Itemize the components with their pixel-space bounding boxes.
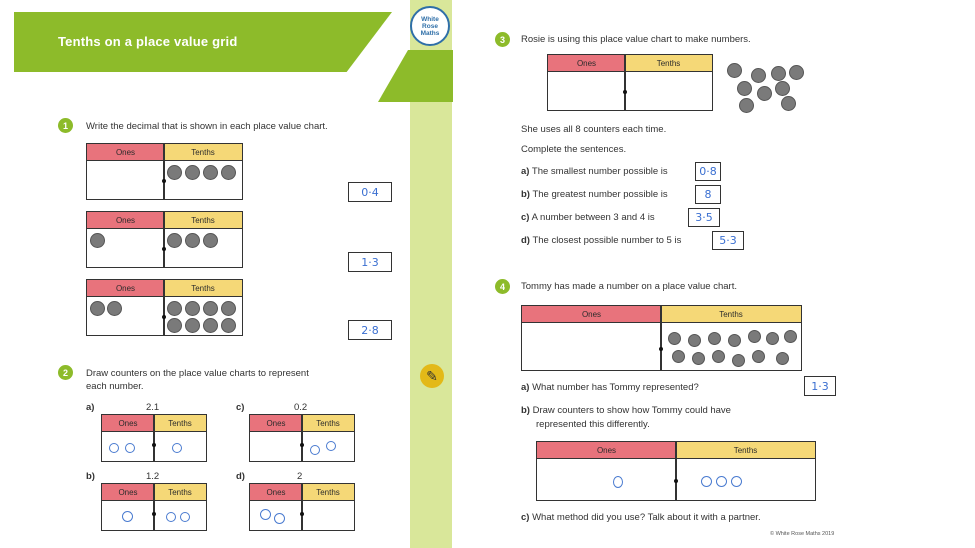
counter — [185, 233, 200, 248]
question-4-badge: 4 — [495, 279, 510, 294]
question-4-prompt: Tommy has made a number on a place value chart. — [521, 281, 737, 292]
column-divider — [301, 415, 303, 461]
counter — [167, 301, 182, 316]
pencil-icon: ✎ — [420, 364, 444, 388]
copyright: © White Rose Maths 2019 — [770, 531, 835, 537]
counter — [789, 65, 804, 80]
tenths-header: Tenths — [164, 212, 242, 229]
tenths-header: Tenths — [302, 415, 354, 432]
counter — [757, 86, 772, 101]
question-3-badge: 3 — [495, 32, 510, 47]
counter — [751, 68, 766, 83]
counter — [739, 98, 754, 113]
column-divider — [163, 212, 165, 267]
q3-sentence-b: b) The greatest number possible is — [521, 189, 668, 200]
column-divider — [153, 484, 155, 530]
counter — [708, 332, 721, 345]
question-2-prompt-line1: Draw counters on the place value charts to represent — [86, 368, 309, 379]
q1-answer-1[interactable]: 0·4 — [348, 182, 392, 202]
column-divider — [624, 55, 626, 110]
q4-part-a: a) What number has Tommy represented? — [521, 382, 699, 393]
counter — [221, 318, 236, 333]
counter — [221, 301, 236, 316]
q3-answer-c[interactable]: 3·5 — [688, 208, 720, 227]
drawn-counter — [701, 476, 712, 487]
question-3-prompt: Rosie is using this place value chart to make numbers. — [521, 34, 751, 45]
ones-header: Ones — [250, 415, 302, 432]
q2-part-b-value: 1.2 — [146, 471, 160, 482]
drawn-counter — [180, 512, 190, 522]
q3-sentence-c: c) A number between 3 and 4 is — [521, 212, 655, 223]
ones-header: Ones — [548, 55, 625, 72]
q3-answer-a[interactable]: 0·8 — [695, 162, 721, 181]
decimal-point — [300, 512, 304, 516]
q2-part-d-value: 2 — [297, 471, 303, 482]
q3-answer-d[interactable]: 5·3 — [712, 231, 744, 250]
tenths-header: Tenths — [661, 306, 801, 323]
q3-sentence-a: a) The smallest number possible is — [521, 166, 668, 177]
q1-chart-3 — [86, 279, 243, 336]
drawn-counter — [166, 512, 176, 522]
decorative-triangle — [378, 50, 453, 102]
ones-header: Ones — [87, 144, 164, 161]
q3-answer-b[interactable]: 8 — [695, 185, 721, 204]
tenths-header: Tenths — [154, 415, 206, 432]
q4-part-b-line1: b) Draw counters to show how Tommy could have — [521, 405, 731, 416]
q2-chart-d[interactable] — [249, 483, 355, 531]
counter — [90, 301, 105, 316]
q4-chart — [521, 305, 802, 371]
counter — [185, 165, 200, 180]
q2-part-c-value: 0.2 — [294, 402, 308, 413]
decimal-point — [300, 443, 304, 447]
decimal-point — [162, 247, 166, 251]
counter — [672, 350, 685, 363]
decimal-point — [659, 347, 663, 351]
q4-answer-a[interactable]: 1·3 — [804, 376, 836, 396]
q3-chart — [547, 54, 713, 111]
counter — [185, 301, 200, 316]
counter — [90, 233, 105, 248]
drawn-counter — [260, 509, 271, 520]
drawn-counter — [125, 443, 135, 453]
drawn-counter — [122, 511, 133, 522]
column-divider — [163, 280, 165, 335]
counter — [776, 352, 789, 365]
question-2-prompt-line2: each number. — [86, 381, 144, 392]
ones-header: Ones — [102, 484, 154, 501]
counter — [221, 165, 236, 180]
tenths-header: Tenths — [164, 280, 242, 297]
q2-chart-b[interactable] — [101, 483, 207, 531]
decimal-point — [152, 443, 156, 447]
question-1-badge: 1 — [58, 118, 73, 133]
decimal-point — [162, 315, 166, 319]
drawn-counter — [310, 445, 320, 455]
column-divider — [660, 306, 662, 370]
ones-header: Ones — [250, 484, 302, 501]
counter — [737, 81, 752, 96]
drawn-counter — [326, 441, 336, 451]
white-rose-logo: White Rose Maths — [410, 6, 450, 46]
counter — [167, 318, 182, 333]
counter — [728, 334, 741, 347]
q1-answer-2[interactable]: 1·3 — [348, 252, 392, 272]
counter — [167, 165, 182, 180]
counter — [203, 233, 218, 248]
drawn-counter — [172, 443, 182, 453]
q3-line1: She uses all 8 counters each time. — [521, 124, 667, 135]
counter — [784, 330, 797, 343]
q2-part-d-letter: d) — [236, 471, 245, 482]
counter — [766, 332, 779, 345]
q2-part-c-letter: c) — [236, 402, 245, 413]
counter — [203, 301, 218, 316]
counter — [167, 233, 182, 248]
counter — [781, 96, 796, 111]
counter — [771, 66, 786, 81]
decimal-point — [162, 179, 166, 183]
column-divider — [675, 442, 677, 500]
drawn-counter — [109, 443, 119, 453]
q4-part-c: c) What method did you use? Talk about it with a partner. — [521, 512, 761, 523]
counter — [203, 318, 218, 333]
counter — [732, 354, 745, 367]
drawn-counter — [731, 476, 742, 487]
counter — [185, 318, 200, 333]
counter — [203, 165, 218, 180]
tenths-header: Tenths — [676, 442, 815, 459]
counter — [668, 332, 681, 345]
counter — [752, 350, 765, 363]
ones-header: Ones — [102, 415, 154, 432]
drawn-counter — [613, 476, 623, 488]
decimal-point — [152, 512, 156, 516]
page-title: Tenths on a place value grid — [58, 34, 238, 49]
column-divider — [153, 415, 155, 461]
q2-chart-a[interactable] — [101, 414, 207, 462]
ones-header: Ones — [537, 442, 676, 459]
decimal-point — [674, 479, 678, 483]
decimal-point — [623, 90, 627, 94]
tenths-header: Tenths — [625, 55, 712, 72]
tenths-header: Tenths — [302, 484, 354, 501]
counter — [775, 81, 790, 96]
q1-chart-2 — [86, 211, 243, 268]
q4-drawing-chart[interactable] — [536, 441, 816, 501]
tenths-header: Tenths — [164, 144, 242, 161]
counter — [688, 334, 701, 347]
counter — [107, 301, 122, 316]
counter — [748, 330, 761, 343]
q1-chart-1 — [86, 143, 243, 200]
q2-part-a-value: 2.1 — [146, 402, 160, 413]
ones-header: Ones — [522, 306, 661, 323]
counter — [727, 63, 742, 78]
ones-header: Ones — [87, 212, 164, 229]
ones-header: Ones — [87, 280, 164, 297]
counter — [692, 352, 705, 365]
q2-part-b-letter: b) — [86, 471, 95, 482]
q3-sentence-d: d) The closest possible number to 5 is — [521, 235, 682, 246]
question-1-prompt: Write the decimal that is shown in each place value chart. — [86, 121, 328, 132]
question-2-badge: 2 — [58, 365, 73, 380]
column-divider — [301, 484, 303, 530]
q3-line2: Complete the sentences. — [521, 144, 627, 155]
column-divider — [163, 144, 165, 199]
tenths-header: Tenths — [154, 484, 206, 501]
q4-part-b-line2: represented this differently. — [536, 419, 650, 430]
q2-part-a-letter: a) — [86, 402, 95, 413]
q2-chart-c[interactable] — [249, 414, 355, 462]
q1-answer-3[interactable]: 2·8 — [348, 320, 392, 340]
drawn-counter — [274, 513, 285, 524]
counter — [712, 350, 725, 363]
drawn-counter — [716, 476, 727, 487]
